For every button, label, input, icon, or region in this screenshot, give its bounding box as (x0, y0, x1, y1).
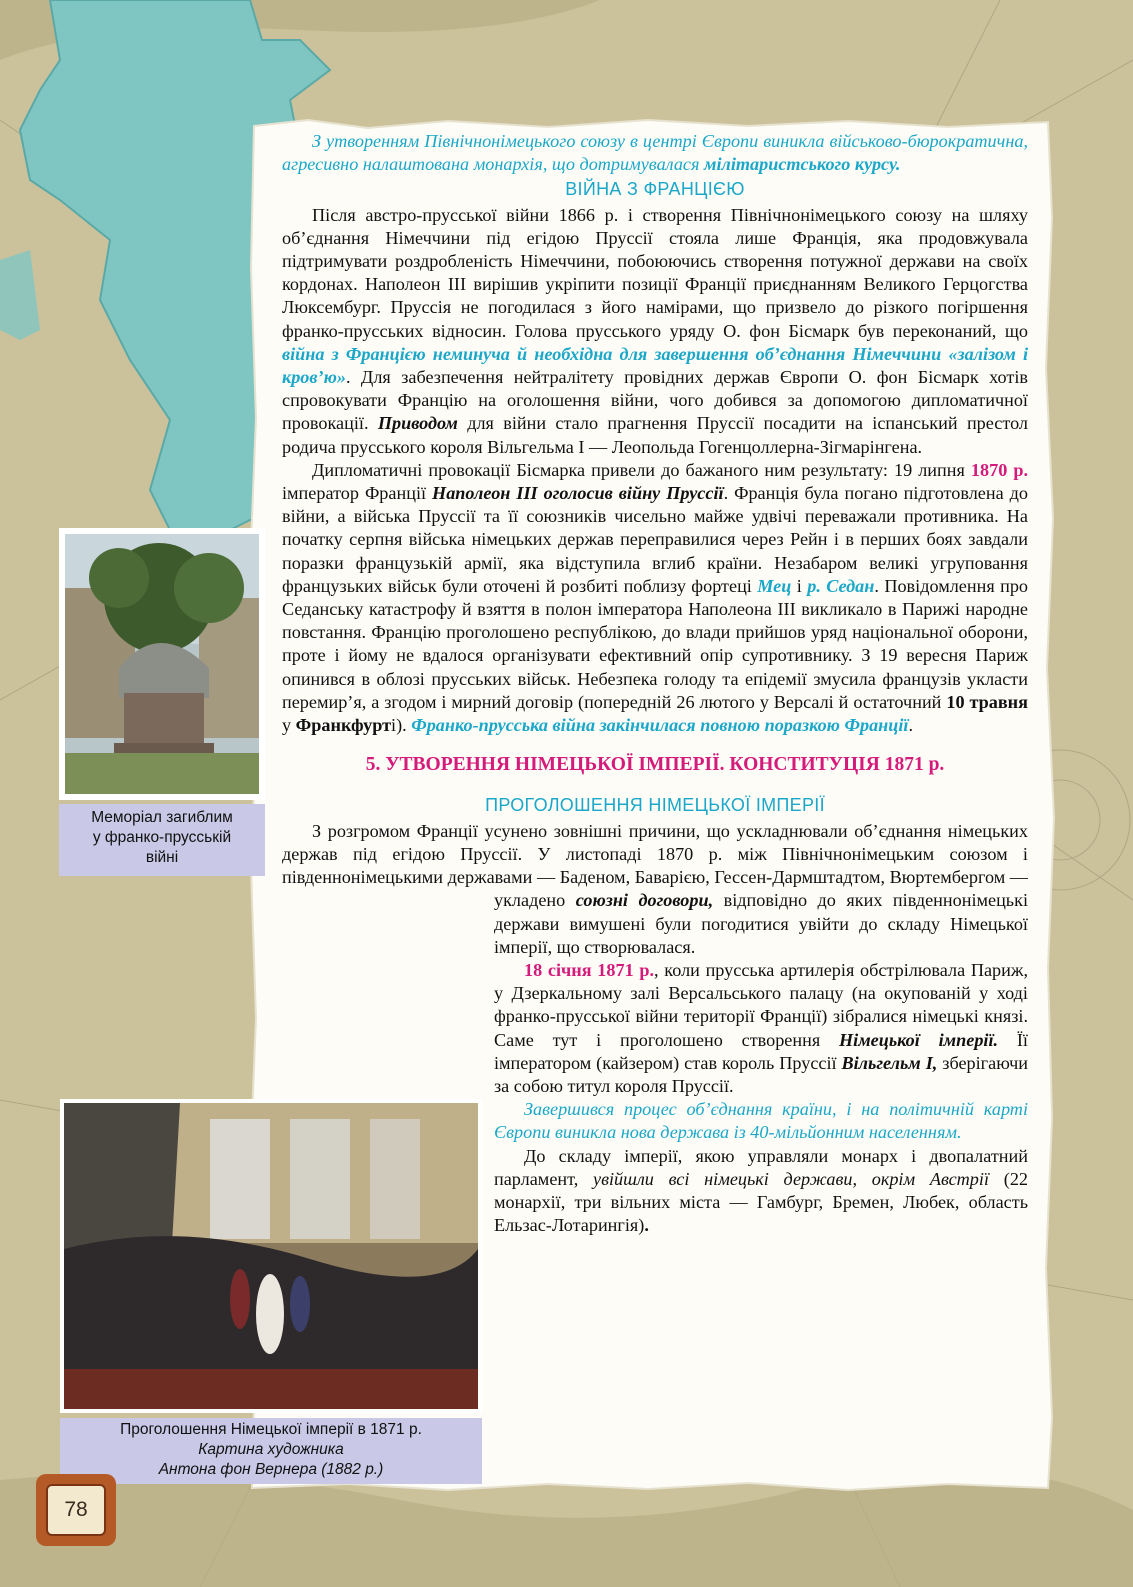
caption-line: у франко-прусській (92, 829, 232, 846)
caption-line: Картина художника (198, 1441, 344, 1458)
memorial-photo (59, 528, 265, 800)
paragraph-5: Завершився процес об’єднання країни, і на політичній карті Європи виникла нова держава із 40-мільйонним населенням. (494, 1099, 1028, 1143)
heading-war-with-france: ВІЙНА З ФРАНЦІЄЮ (565, 179, 745, 200)
memorial-caption (59, 804, 265, 876)
paragraph-2: Дипломатичні провокації Бісмарка привели до бажаного ним результату: 19 липня 1870 р. імператор Франції Наполеон III оголосив війну Пруссії. Франція була погано підготовлена до війни, а війська Пруссії та її союзників чисельно майже удвічі переважали противника. На початку серпня війська німецьких держав переправилися через Рейн і в перших боях завдали поразки французькій армії, яка відступила вглиб країни. Незабаром великі угруповання французьких військ були оточені й розбиті поблизу фортеці Мец і р. Седан. Повідомлення про Седанську катастрофу й взяття в полон імператора Наполеона III викликало в Парижі народне повстання. Францію проголошено республікою, до влади прийшов уряд національної оборони, проте і йому не вдалося організувати ефективний опір супротивнику. З 19 вересня Париж опинився в облозі прусських військ. Небезпека голоду та епідемії змусила французів укласти перемир’я, а згодом і мирний договір (попередній 26 лютого у Версалі й остаточний 10 травня у Франкфурті). Франко-прусська війна закінчилася повною поразкою Франції. (282, 459, 1029, 736)
caption-line: Антона фон Вернера (1882 р.) (158, 1461, 384, 1478)
caption-line: війні (145, 849, 179, 866)
proclamation-caption (60, 1418, 482, 1484)
paragraph-4: 18 січня 1871 р., коли прусська артилерія обстрілювала Париж, у Дзеркальному залі Версальського палацу (на окупованій у ході франко-прусської війни території Франції) зібралися німецькі князі. Саме тут і проголошено створення Німецької імперії. Її імператором (кайзером) став король Пруссії Вільгельм І, зберігаючи за собою титул короля Пруссії. (494, 959, 1028, 1096)
proclamation-painting (60, 1099, 482, 1413)
page-number: 78 (46, 1484, 106, 1536)
page-number-badge (36, 1474, 116, 1546)
paragraph-3: З розгромом Франції усунено зовнішні причини, що ускладнювали об’єднання німецьких держав під егідою Пруссії. У листопаді 1870 р. між Північнонімецьким союзом і південнонімецькими державами — Баденом, Баварією, Гессен-Дармштадтом, Вюртембергом — укладено союзні договори, відповідно до яких південнонімецькі держави вимушені були погодитися увійти до складу Німецької імперії, що створювалася. (282, 820, 1028, 957)
heading-proclamation: ПРОГОЛОШЕННЯ НІМЕЦЬКОЇ ІМПЕРІЇ (485, 795, 825, 816)
paragraph-6: До складу імперії, якою управляли монарх і двопалатний парламент, увійшли всі німецькі держави, окрім Австрії (22 монархії, три вільних міста — Гамбург, Бремен, Любек, область Ельзас-Лотарингія). (494, 1145, 1029, 1236)
paragraph-1: Після австро-прусської війни 1866 р. і створення Північнонімецького союзу на шляху об’єднання Німеччини під егідою Пруссії стояла лише Франція, яка продовжувала підтримувати роздробленість Німеччини, побоюючись створення потужної держави на своїх кордонах. Наполеон III вирішив укріпити позиції Франції приєднанням Великого Герцогства Люксембург. Пруссія не погодилася з його намірами, що призвело до різкого погіршення франко-прусських відносин. Голова прусського уряду О. фон Бісмарк був переконаний, що війна з Францією неминуча й необхідна для завершення об’єднання Німеччини «залізом і кров’ю». Для забезпечення нейтралітету провідних держав Європи О. фон Бісмарк хотів спровокувати Францію на оголошення війни, чого добився за допомогою дипломатичної провокації. Приводом для війни стало прагнення Пруссії посадити на іспанський престол родича прусського короля Вільгельма І — Леопольда Гогенцоллерна-Зігмарінгена. (282, 204, 1029, 457)
caption-line: Проголошення Німецької імперії в 1871 р. (120, 1421, 422, 1438)
section-heading-5: 5. УТВОРЕННЯ НІМЕЦЬКОЇ ІМПЕРІЇ. КОНСТИТУЦІЯ 1871 р. (365, 754, 945, 776)
caption-line: Меморіал загиблим (91, 809, 233, 826)
intro-paragraph: З утворенням Північнонімецького союзу в центрі Європи виникла військово-бюрократична, агресивно налаштована монархія, що дотримувалася мілітаристського курсу. (282, 131, 1028, 175)
